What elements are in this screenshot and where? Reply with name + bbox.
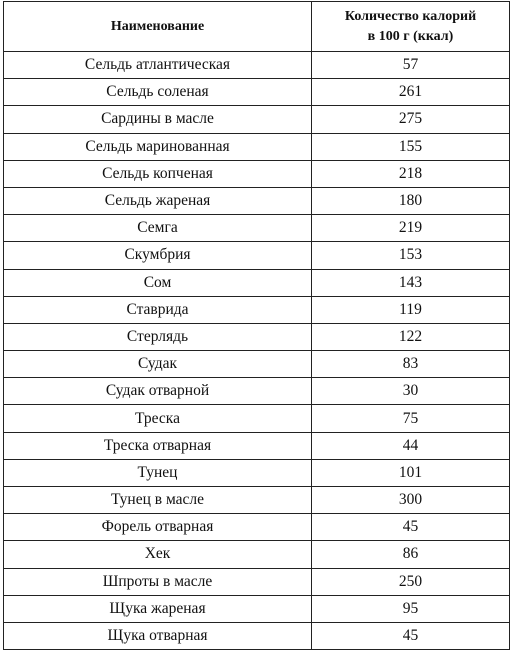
product-name-cell: Шпроты в масле (4, 568, 312, 595)
table-row (4, 133, 510, 160)
table-row (4, 323, 510, 350)
product-name-cell: Сельдь жареная (4, 187, 312, 214)
product-name-cell: Сельдь атлантическая (4, 52, 312, 79)
table-row (4, 405, 510, 432)
table-row (4, 269, 510, 296)
table-row (4, 106, 510, 133)
table-row (4, 541, 510, 568)
table-row (4, 242, 510, 269)
product-name-cell: Тунец (4, 459, 312, 486)
table-body (4, 52, 510, 650)
header-name: Наименование (4, 2, 312, 52)
calories-value-cell: 153 (312, 242, 510, 269)
calories-value-cell: 218 (312, 160, 510, 187)
table-row (4, 351, 510, 378)
table-row (4, 378, 510, 405)
product-name-cell: Сельдь копченая (4, 160, 312, 187)
calories-value-cell: 83 (312, 351, 510, 378)
calories-value-cell: 30 (312, 378, 510, 405)
product-name-cell: Треска отварная (4, 432, 312, 459)
table-row (4, 487, 510, 514)
table-row (4, 514, 510, 541)
table-row (4, 160, 510, 187)
product-name-cell: Щука жареная (4, 595, 312, 622)
table-row (4, 432, 510, 459)
table-row (4, 622, 510, 649)
product-name-cell: Судак (4, 351, 312, 378)
calories-value-cell: 75 (312, 405, 510, 432)
table-row (4, 568, 510, 595)
table-row (4, 187, 510, 214)
calories-value-cell: 44 (312, 432, 510, 459)
product-name-cell: Скумбрия (4, 242, 312, 269)
calories-value-cell: 219 (312, 215, 510, 242)
product-name-cell: Семга (4, 215, 312, 242)
product-name-cell: Сом (4, 269, 312, 296)
table-row (4, 296, 510, 323)
header-calories-line2: в 100 г (ккал) (367, 28, 454, 44)
calories-value-cell: 261 (312, 79, 510, 106)
calorie-table (3, 1, 510, 650)
product-name-cell: Сельдь соленая (4, 79, 312, 106)
table-row (4, 52, 510, 79)
calories-value-cell: 101 (312, 459, 510, 486)
table-row (4, 595, 510, 622)
product-name-cell: Щука отварная (4, 622, 312, 649)
calories-value-cell: 275 (312, 106, 510, 133)
product-name-cell: Судак отварной (4, 378, 312, 405)
product-name-cell: Ставрида (4, 296, 312, 323)
calories-value-cell: 57 (312, 52, 510, 79)
calories-value-cell: 45 (312, 622, 510, 649)
calories-value-cell: 45 (312, 514, 510, 541)
calories-value-cell: 143 (312, 269, 510, 296)
table-row (4, 459, 510, 486)
calories-value-cell: 155 (312, 133, 510, 160)
calories-value-cell: 300 (312, 487, 510, 514)
calories-value-cell: 122 (312, 323, 510, 350)
header-calories-line1: Количество калорий (344, 8, 477, 24)
product-name-cell: Стерлядь (4, 323, 312, 350)
product-name-cell: Треска (4, 405, 312, 432)
product-name-cell: Тунец в масле (4, 487, 312, 514)
product-name-cell: Хек (4, 541, 312, 568)
product-name-cell: Сельдь маринованная (4, 133, 312, 160)
header-calories (312, 2, 510, 52)
table-row (4, 79, 510, 106)
calories-value-cell: 119 (312, 296, 510, 323)
table-row (4, 215, 510, 242)
product-name-cell: Форель отварная (4, 514, 312, 541)
calories-value-cell: 250 (312, 568, 510, 595)
calories-value-cell: 95 (312, 595, 510, 622)
table-header-row (4, 2, 510, 52)
product-name-cell: Сардины в масле (4, 106, 312, 133)
calories-value-cell: 180 (312, 187, 510, 214)
calories-value-cell: 86 (312, 541, 510, 568)
